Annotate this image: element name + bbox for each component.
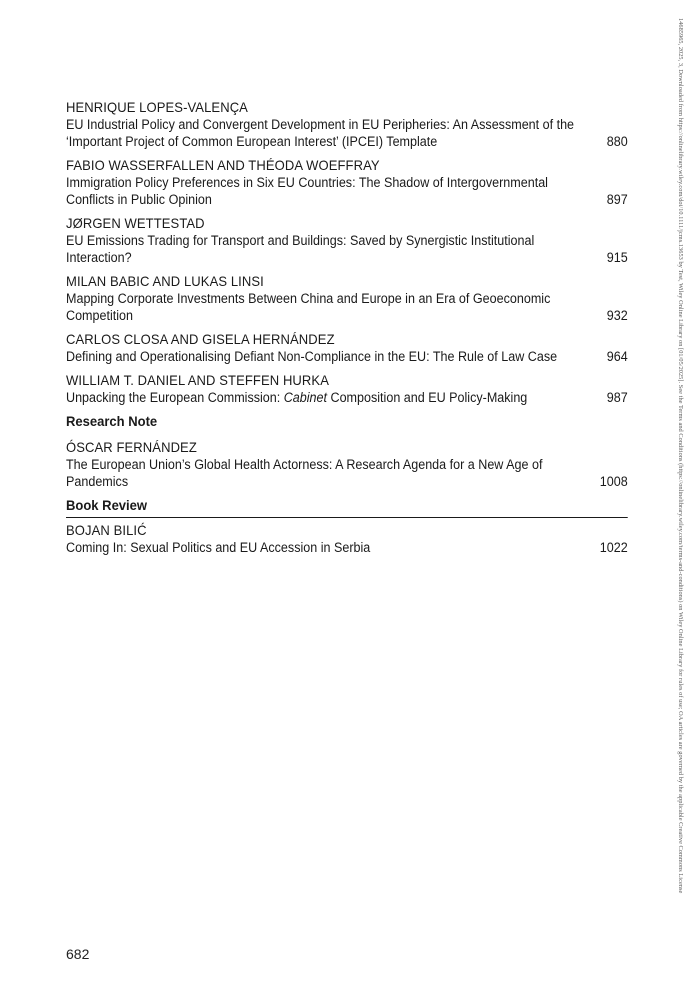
entry-author: JØRGEN WETTESTAD (66, 215, 205, 231)
entry-author: ÓSCAR FERNÁNDEZ (66, 439, 197, 455)
entry-author: FABIO WASSERFALLEN AND THÉODA WOEFFRAY (66, 157, 380, 173)
download-notice: 14685965, 2025, 3, Downloaded from https://onlinelibrary.wiley.com/doi/10.1111/jcms.13653 by Test, Wiley Online Library on [01/05/2025]. See the Terms and Conditions (https://onlinelibrary.wiley.com/terms-and-conditions) on Wiley Online Library for rules of use; OA articles are governed by the applicable Creative Commons License (677, 18, 684, 894)
entry-title-line: Defining and Operationalising Defiant Non-Compliance in the EU: The Rule of Law Case (66, 349, 558, 364)
section-heading-research-note: Research Note (66, 413, 158, 429)
table-of-contents (66, 99, 628, 563)
entry-page-number: 880 (606, 134, 628, 149)
entry-page-number: 987 (606, 390, 628, 405)
entry-author: WILLIAM T. DANIEL AND STEFFEN HURKA (66, 372, 329, 388)
entry-page-number: 915 (606, 250, 628, 265)
entry-title-part: Composition and EU Policy-Making (327, 390, 528, 405)
entry-author: HENRIQUE LOPES-VALENÇA (66, 99, 248, 115)
toc-entry[interactable] (66, 522, 628, 556)
entry-title-line: The European Union’s Global Health Actorness: A Research Agenda for a New Age of Pandemics (66, 457, 543, 489)
entry-page-number: 964 (606, 349, 628, 364)
entry-author: BOJAN BILIĆ (66, 522, 147, 538)
toc-entry[interactable] (66, 215, 628, 266)
entry-title-line: Mapping Corporate Investments Between China and Europe in an Era of Geoeconomic Competition (66, 291, 551, 323)
section-heading-book-review: Book Review (66, 497, 628, 518)
page-number: 682 (66, 946, 90, 962)
entry-page-number: 897 (606, 192, 628, 207)
toc-entry[interactable] (66, 439, 628, 490)
entry-title-line: EU Emissions Trading for Transport and Buildings: Saved by Synergistic Institutional Interaction? (66, 233, 535, 265)
entry-title-italic: Cabinet (283, 390, 328, 405)
entry-author: CARLOS CLOSA AND GISELA HERNÁNDEZ (66, 331, 335, 347)
entry-title-part: Unpacking the European Commission: (66, 390, 284, 405)
entry-title-line (66, 389, 607, 406)
toc-entry[interactable] (66, 157, 628, 208)
toc-entry[interactable] (66, 99, 628, 150)
entry-title-line: ‘Important Project of Common European Interest’ (IPCEI) Template (66, 134, 438, 149)
entry-page-number: 932 (606, 308, 628, 323)
entry-page-number: 1022 (599, 540, 628, 555)
toc-entry[interactable] (66, 331, 628, 365)
toc-entry[interactable] (66, 273, 628, 324)
entry-author: MILAN BABIC AND LUKAS LINSI (66, 273, 264, 289)
entry-title-line: Conflicts in Public Opinion (66, 192, 212, 207)
entry-title-line: Immigration Policy Preferences in Six EU Countries: The Shadow of Intergovernmental (66, 175, 548, 190)
entry-page-number: 1008 (599, 474, 628, 489)
entry-title-line: Coming In: Sexual Politics and EU Accession in Serbia (66, 540, 371, 555)
entry-title-line: EU Industrial Policy and Convergent Development in EU Peripheries: An Assessment of the (66, 117, 575, 132)
toc-entry[interactable] (66, 372, 628, 406)
